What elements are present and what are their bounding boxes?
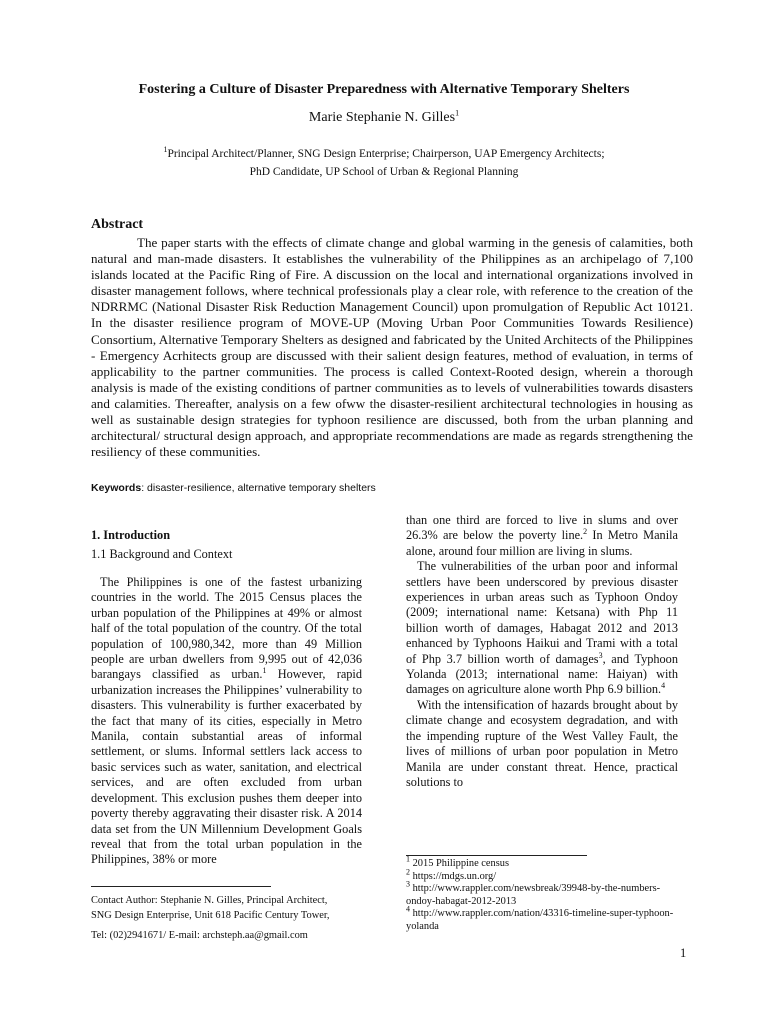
paragraph	[406, 513, 678, 559]
affiliation-text-1: Principal Architect/Planner, SNG Design Enterprise; Chairperson, UAP Emergency Architects;	[167, 148, 605, 160]
footnote-ref: 2	[583, 527, 588, 537]
paragraph-text: However, rapid urbanization increases the Philippines’ vulnerability to disasters. This vulnerability is further exacerbated by the fact that many of its cities, especially in Metro Manila, contain substantial areas of informal settlement, or slums. Informal settlers lack access to basic services such as water, sanitation, and electrical services, and are often excluded from urban development. This exclusion pushes them deeper into poverty thereby aggravating their disaster risk. A 2014 data set from the UN Millennium Development Goals reveal that from the total urban population in the Philippines, 38% or more	[91, 667, 362, 867]
footnote-link[interactable]: http://www.rappler.com/newsbreak/39948-by-the-numbers-ondoy-habagat-2012-2013	[406, 883, 661, 907]
footnote-number: 3	[406, 879, 410, 889]
footnote-ref: 1	[262, 666, 267, 676]
paragraph-text: The Philippines is one of the fastest urbanizing countries in the world. The 2015 Census places the urban population of the Philippines at 49% or almost half of the total population of the country. Of the total population of 100,980,342, more than 49 Million people are urban dwellers from 9,995 out of 42,036 barangays classified as urban.	[91, 575, 362, 682]
footnote	[406, 879, 681, 908]
footnote-text: 2015 Philippine census	[412, 858, 510, 869]
footnote-link[interactable]: https://mdgs.un.org/	[412, 870, 497, 882]
paragraph-text: The vulnerabilities of the urban poor and informal settlers have been underscored by previous disaster experiences in urban areas such as Typhoon Ondoy (2009; international name: Ketsana) with Php 11 billion worth of damages, Habagat 2012 and 2013 enhanced by Typhoons Haikui and Trami with a total of Php 3.7 billion worth of damages	[406, 559, 678, 666]
affiliation-line-2: PhD Candidate, UP School of Urban & Regional Planning	[249, 166, 519, 178]
author-line	[0, 110, 768, 126]
contact-divider	[91, 886, 271, 887]
left-column	[91, 575, 362, 868]
footnote-number: 4	[406, 904, 410, 914]
contact-block	[91, 893, 366, 943]
affiliation-sup: 1	[163, 145, 168, 155]
paragraph: With the intensification of hazards brought about by climate change and ecosystem degradation, and with the impending rupture of the West Valley Fault, the lives of millions of urban poor population in Metro Manila are under constant threat. Hence, practical solutions to	[406, 697, 678, 789]
section-heading: 1. Introduction	[91, 528, 171, 542]
footnote	[406, 854, 681, 871]
footnote-ref: 3	[598, 650, 603, 660]
contact-line: Tel: (02)2941671/ E-mail: archsteph.aa@gmail.com	[91, 929, 308, 941]
author-name: Marie Stephanie N. Gilles	[308, 110, 456, 125]
footnote	[406, 904, 681, 933]
footnote-divider	[406, 855, 587, 856]
keywords-text: : disaster-resilience, alternative temporary shelters	[141, 482, 376, 494]
footnote-link[interactable]: http://www.rappler.com/nation/43316-timeline-super-typhoon-yolanda	[406, 908, 674, 932]
paragraph-text: In Metro Manila alone, around four million are living in slums.	[406, 528, 678, 558]
contact-line: SNG Design Enterprise, Unit 618 Pacific Century Tower,	[91, 910, 330, 922]
page-number: 1	[680, 946, 687, 960]
affiliation-line-1	[0, 145, 768, 160]
abstract-text: The paper starts with the effects of climate change and global warming in the genesis of calamities, both natural and man-made disasters. It establishes the vulnerability of the Philippines as an archipelago of 7,100 islands located at the Pacific Ring of Fire. A discussion on the local and international organizations involved in disaster management follows, where technical professionals play a clear role, with reference to the creation of the NDRRMC (National Disaster Risk Reduction Management Council) upon promulgation of Republic Act 10121. In the disaster resilience program of MOVE-UP (Moving Urban Poor Communities Towards Resilience) Consortium, Alternative Temporary Shelters as designed and fabricated by the United Architects of the Philippines - Emergency Acrhitects group are discussed with their salient design features, method of evaluation, in terms of applicability to the partner communities. The process is called Context-Rooted design, wherein a thorough analysis is made of the existing conditions of partner communities as to levels of vulnerabilities towards disasters and calamities. Thereafter, analysis on a few ofww the disaster-resilient architectural technologies in housing as well as sustainable design strategies for typhoon resilience are discussed, both from the urban planning and architectural/ structural design approach, and appropriate recommendations are made as regards strengthening the resiliency of these communities.	[91, 235, 693, 460]
footnote-ref: 4	[661, 681, 666, 691]
author-sup: 1	[455, 108, 460, 118]
paragraph-text: , and Typhoon Yolanda (2013; international name: Haiyan) with damages on agriculture alone worth Php 6.9 billion.	[406, 651, 678, 697]
footnotes	[406, 854, 681, 934]
keywords-line	[91, 482, 376, 494]
footnote-number: 1	[406, 854, 410, 864]
contact-line: Contact Author: Stephanie N. Gilles, Principal Architect,	[91, 895, 328, 906]
footnote-number: 2	[406, 867, 410, 877]
paragraph	[406, 559, 678, 698]
paper-title: Fostering a Culture of Disaster Preparedness with Alternative Temporary Shelters	[138, 82, 630, 97]
paragraph-text: than one third are forced to live in slums and over 26.3% are below the poverty line.	[406, 513, 678, 543]
footnote	[406, 867, 681, 884]
abstract-heading: Abstract	[91, 217, 144, 232]
subsection-heading: 1.1 Background and Context	[91, 547, 233, 561]
keywords-label: Keywords	[91, 482, 142, 494]
right-column	[406, 513, 678, 790]
paragraph	[91, 575, 362, 868]
